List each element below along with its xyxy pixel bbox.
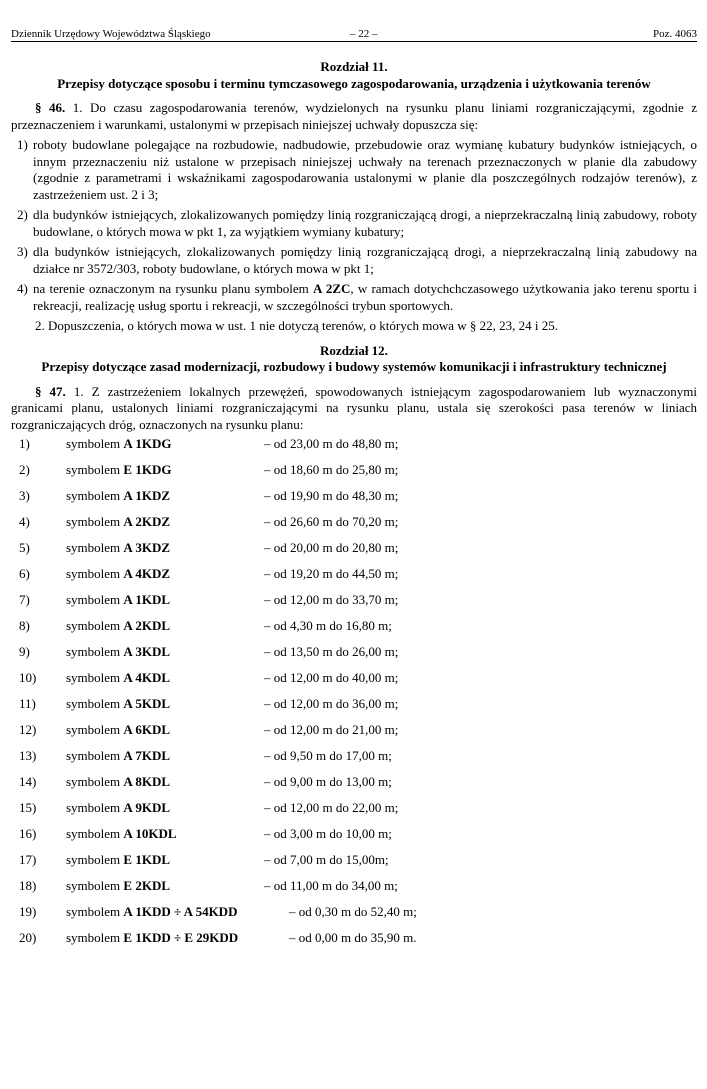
- row-symbol: A 1KDZ: [123, 488, 171, 503]
- row-symbol-cell: [66, 721, 170, 739]
- paragraph-46: [11, 100, 697, 133]
- page-header: [11, 0, 697, 40]
- row-number: 2): [19, 462, 30, 477]
- row-symbol-word: symbolem: [66, 644, 121, 659]
- row-symbol: A 6KDL: [123, 722, 171, 737]
- road-width-row: [11, 877, 697, 903]
- chapter-12-title: Przepisy dotyczące zasad modernizacji, rozbudowy i budowy systemów komunikacji i infrastruktury technicznej: [41, 359, 667, 374]
- road-width-row: [11, 435, 697, 461]
- row-symbol-cell: [66, 617, 170, 635]
- row-symbol: A 1KDG: [123, 436, 172, 451]
- row-symbol-word: symbolem: [66, 514, 121, 529]
- row-number: 9): [19, 644, 30, 659]
- row-range: – od 20,00 m do 20,80 m;: [264, 540, 399, 555]
- row-symbol: A 7KDL: [123, 748, 171, 763]
- row-number: 19): [19, 904, 37, 919]
- row-range: – od 12,00 m do 22,00 m;: [264, 800, 399, 815]
- row-range: – od 19,20 m do 44,50 m;: [264, 566, 399, 581]
- list-item-symbol: A 2ZC: [312, 281, 351, 296]
- row-symbol-word: symbolem: [66, 722, 121, 737]
- list-item-number: 2): [17, 207, 28, 222]
- chapter-11-number: Rozdział 11.: [320, 59, 388, 74]
- row-range: – od 12,00 m do 21,00 m;: [264, 722, 399, 737]
- row-symbol: E 1KDL: [123, 852, 171, 867]
- journal-title: Dziennik Urzędowy Województwa Śląskiego: [11, 28, 211, 40]
- road-width-row: [11, 643, 697, 669]
- row-number: 15): [19, 800, 37, 815]
- chapter-12-number: Rozdział 12.: [320, 342, 388, 358]
- row-symbol-cell: [66, 643, 170, 661]
- row-symbol-word: symbolem: [66, 488, 121, 503]
- row-number: 13): [19, 748, 37, 763]
- row-number: 8): [19, 618, 30, 633]
- row-symbol-cell: [66, 435, 171, 453]
- row-symbol-word: symbolem: [66, 540, 121, 555]
- row-symbol-word: symbolem: [66, 436, 121, 451]
- list-item-text: dla budynków istniejących, zlokalizowanych pomiędzy linią rozgraniczającą drogi, a nieprzekraczalną linią zabudowy na działce nr 3572/303, roboty budowlane, o których mowa w pkt 1;: [33, 244, 697, 276]
- row-range: – od 11,00 m do 34,00 m;: [264, 878, 398, 893]
- row-number: 16): [19, 826, 37, 841]
- row-symbol-cell: [66, 669, 170, 687]
- row-symbol-word: symbolem: [66, 670, 121, 685]
- paragraph-46-sign: § 46.: [35, 100, 66, 115]
- row-symbol-cell: [66, 513, 170, 531]
- row-symbol-cell: [66, 877, 170, 895]
- row-symbol: A 8KDL: [123, 774, 171, 789]
- list-item-number: 4): [17, 281, 28, 296]
- road-width-row: [11, 487, 697, 513]
- row-range: – od 23,00 m do 48,80 m;: [264, 436, 399, 451]
- row-symbol: A 3KDZ: [123, 540, 171, 555]
- row-symbol: A 2KDL: [123, 618, 171, 633]
- road-width-row: [11, 903, 697, 929]
- row-symbol: A 2KDZ: [123, 514, 171, 529]
- row-symbol-word: symbolem: [66, 930, 121, 945]
- list-item: [11, 207, 697, 240]
- paragraph-47-text: 1. Z zastrzeżeniem lokalnych przewężeń, spowodowanych istniejącym zagospodarowaniem lub wyznaczonymi granicami planu, ustalonych liniami rozgraniczającymi na rysunku planu, ustala się szerokości pasa terenów w liniach rozgraniczających dróg, oznaczonych na rysunku planu:: [11, 383, 698, 432]
- row-number: 10): [19, 670, 37, 685]
- paragraph-46-ust-2: 2. Dopuszczenia, o których mowa w ust. 1 nie dotyczą terenów, o których mowa w § 22, 23, 24 i 25.: [35, 318, 559, 333]
- row-range: – od 26,60 m do 70,20 m;: [264, 514, 399, 529]
- row-symbol-cell: [66, 565, 170, 583]
- road-width-list: [11, 435, 697, 955]
- road-width-row: [11, 721, 697, 747]
- row-symbol: A 1KDD ÷ A 54KDD: [123, 904, 238, 919]
- row-symbol-cell: [66, 487, 170, 505]
- row-symbol-word: symbolem: [66, 878, 121, 893]
- row-number: 20): [19, 930, 37, 945]
- row-range: – od 0,00 m do 35,90 m.: [289, 930, 417, 945]
- page-number: – 22 –: [350, 28, 378, 40]
- row-symbol: A 5KDL: [123, 696, 171, 711]
- road-width-row: [11, 461, 697, 487]
- road-width-row: [11, 851, 697, 877]
- row-symbol-cell: [66, 695, 170, 713]
- road-width-row: [11, 695, 697, 721]
- road-width-row: [11, 539, 697, 565]
- row-symbol-word: symbolem: [66, 748, 121, 763]
- list-item-number: 3): [17, 244, 28, 259]
- road-width-row: [11, 799, 697, 825]
- row-number: 17): [19, 852, 37, 867]
- row-number: 5): [19, 540, 30, 555]
- paragraph-47: [11, 384, 697, 434]
- header-rule: [11, 41, 697, 42]
- row-symbol: E 2KDL: [123, 878, 171, 893]
- list-item-number: 1): [17, 137, 28, 152]
- row-symbol-cell: [66, 825, 177, 843]
- row-number: 11): [19, 696, 36, 711]
- row-number: 6): [19, 566, 30, 581]
- row-range: – od 12,00 m do 36,00 m;: [264, 696, 399, 711]
- row-symbol-cell: [66, 591, 170, 609]
- road-width-row: [11, 669, 697, 695]
- row-symbol: A 4KDZ: [123, 566, 171, 581]
- row-symbol: A 9KDL: [123, 800, 171, 815]
- row-symbol-word: symbolem: [66, 826, 121, 841]
- row-symbol: E 1KDG: [123, 462, 172, 477]
- list-item-text: dla budynków istniejących, zlokalizowanych pomiędzy linią rozgraniczającą drogi, a nieprzekraczalną linią zabudowy, roboty budowlane, o których mowa w pkt 1, za wyjątkiem wymiany kubatury;: [33, 207, 697, 239]
- row-number: 4): [19, 514, 30, 529]
- row-symbol-word: symbolem: [66, 462, 121, 477]
- paragraph-47-sign: § 47.: [35, 383, 66, 399]
- row-range: – od 13,50 m do 26,00 m;: [264, 644, 399, 659]
- row-symbol-cell: [66, 461, 171, 479]
- list-item: [11, 244, 697, 277]
- row-range: – od 3,00 m do 10,00 m;: [264, 826, 392, 841]
- row-symbol-cell: [66, 903, 237, 921]
- row-symbol-word: symbolem: [66, 800, 121, 815]
- row-symbol-word: symbolem: [66, 696, 121, 711]
- row-symbol-cell: [66, 539, 170, 557]
- row-range: – od 12,00 m do 40,00 m;: [264, 670, 399, 685]
- road-width-row: [11, 929, 697, 955]
- row-range: – od 4,30 m do 16,80 m;: [264, 618, 392, 633]
- row-number: 3): [19, 488, 30, 503]
- road-width-row: [11, 747, 697, 773]
- row-range: – od 18,60 m do 25,80 m;: [264, 462, 399, 477]
- road-width-row: [11, 565, 697, 591]
- list-item: [11, 281, 697, 314]
- row-symbol: A 4KDL: [123, 670, 171, 685]
- row-symbol-cell: [66, 773, 170, 791]
- row-symbol-cell: [66, 929, 238, 947]
- row-range: – od 0,30 m do 52,40 m;: [289, 904, 417, 919]
- road-width-row: [11, 617, 697, 643]
- row-symbol-cell: [66, 799, 170, 817]
- row-symbol: A 10KDL: [123, 826, 177, 841]
- paragraph-46-list: [11, 137, 697, 314]
- road-width-row: [11, 773, 697, 799]
- row-number: 12): [19, 722, 37, 737]
- chapter-11-title: Przepisy dotyczące sposobu i terminu tymczasowego zagospodarowania, urządzenia i użytkowania terenów: [57, 75, 651, 91]
- row-range: – od 7,00 m do 15,00m;: [264, 852, 389, 867]
- row-symbol: A 3KDL: [123, 644, 171, 659]
- road-width-row: [11, 591, 697, 617]
- row-symbol-word: symbolem: [66, 904, 121, 919]
- list-item-text: roboty budowlane polegające na rozbudowie, nadbudowie, przebudowie oraz wymianę kubatury budynków istniejących, o innym przeznaczeniu niż ustalone w przepisach niniejszej uchwały na terenach przeznaczonych w planie dla zabudowy (zgodnie z parametrami i wskaźnikami zagospodarowania ustalonymi w planie dla poszczególnych rodzajów terenów), z zastrzeżeniem ust. 2 i 3;: [33, 137, 697, 202]
- row-range: – od 12,00 m do 33,70 m;: [264, 592, 399, 607]
- list-item-text-b: , w ramach dotychchczasowego użytkowania jako terenu sportu i rekreacji, realizację usług sportu i rekreacji, w szczególności trybun sportowych.: [33, 281, 698, 313]
- row-symbol: E 1KDD ÷ E 29KDD: [123, 930, 239, 945]
- position-number: Poz. 4063: [653, 28, 697, 40]
- list-item: [11, 137, 697, 203]
- row-number: 1): [19, 436, 30, 451]
- row-number: 7): [19, 592, 30, 607]
- row-number: 18): [19, 878, 37, 893]
- row-symbol-word: symbolem: [66, 774, 121, 789]
- row-symbol: A 1KDL: [123, 592, 171, 607]
- row-symbol-cell: [66, 747, 170, 765]
- row-symbol-word: symbolem: [66, 592, 121, 607]
- road-width-row: [11, 825, 697, 851]
- row-range: – od 19,90 m do 48,30 m;: [264, 488, 399, 503]
- row-range: – od 9,50 m do 17,00 m;: [264, 748, 392, 763]
- row-symbol-word: symbolem: [66, 618, 121, 633]
- paragraph-46-text: 1. Do czasu zagospodarowania terenów, wydzielonych na rysunku planu liniami rozgraniczającymi, zgodnie z przeznaczeniem i warunkami, ustalonymi w przepisach niniejszej uchwały dopuszcza się:: [11, 100, 697, 132]
- row-range: – od 9,00 m do 13,00 m;: [264, 774, 392, 789]
- list-item-text-a: na terenie oznaczonym na rysunku planu symbolem: [33, 281, 313, 296]
- road-width-row: [11, 513, 697, 539]
- row-symbol-word: symbolem: [66, 852, 121, 867]
- row-symbol-cell: [66, 851, 170, 869]
- row-number: 14): [19, 774, 37, 789]
- row-symbol-word: symbolem: [66, 566, 121, 581]
